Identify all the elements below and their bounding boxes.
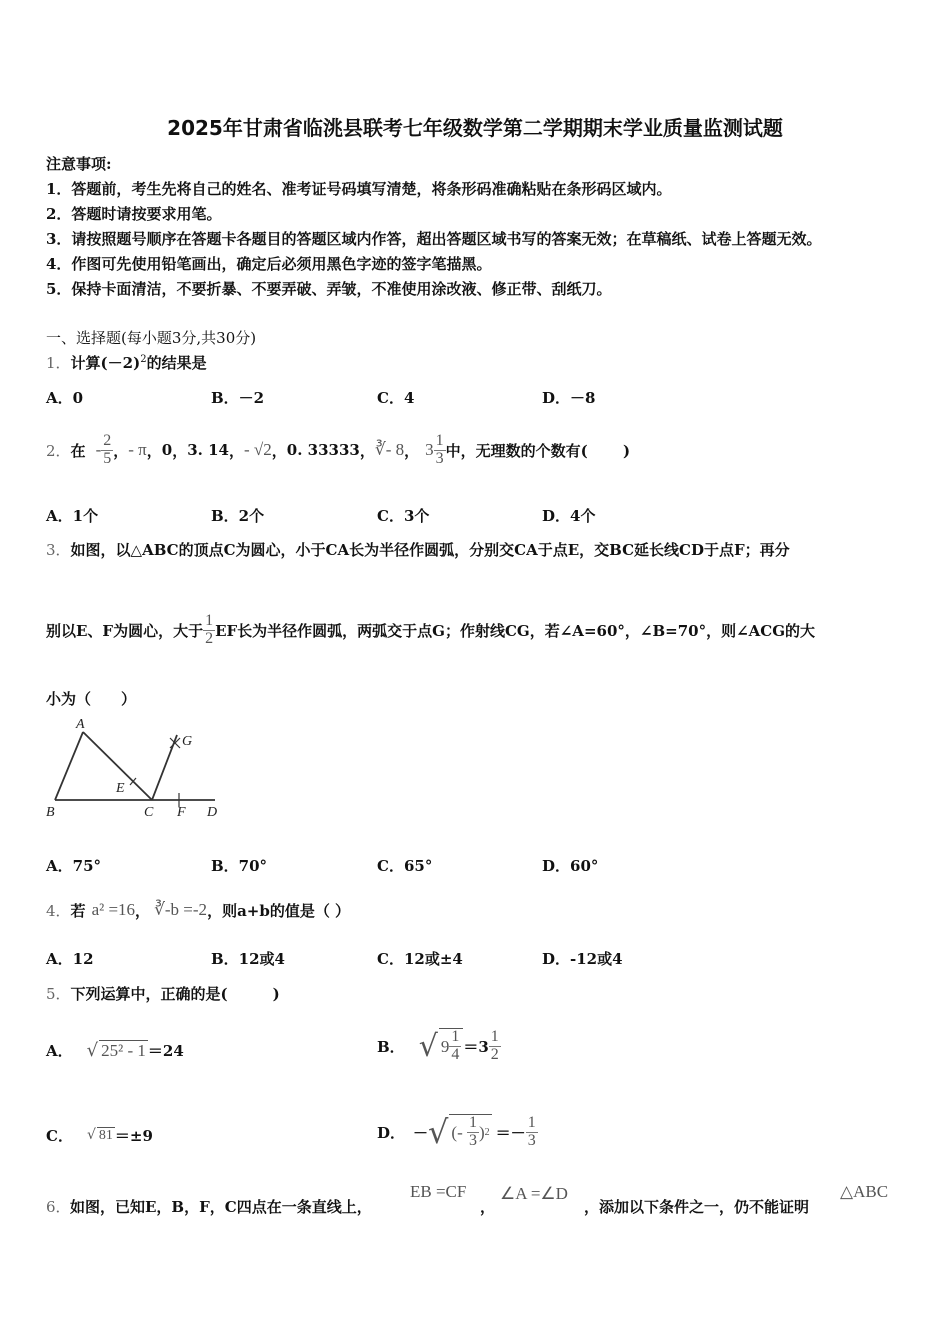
q3-number: 3． xyxy=(46,541,71,559)
q2-mixed-whole: 3 xyxy=(425,440,434,459)
q1-number: 1． xyxy=(46,354,71,372)
q5-b-rden: 2 xyxy=(490,1045,499,1063)
q5-a-label: A． xyxy=(46,1041,73,1060)
q2-comma-5: ， xyxy=(271,441,287,460)
note-item-2: 2．答题时请按要求用笔。 xyxy=(46,205,222,223)
q6-triangle: △ABC xyxy=(840,1182,889,1201)
q2-option-d: D．4个 xyxy=(542,507,596,525)
sqrt-icon: √ xyxy=(86,1039,99,1061)
q5-b-den: 4 xyxy=(451,1046,460,1063)
q1-option-b: B．－2 xyxy=(211,389,265,407)
q5-b-eq: ＝3 xyxy=(463,1037,489,1056)
q2-mixed-fraction xyxy=(434,433,446,468)
notes-heading: 注意事项: xyxy=(46,155,112,173)
q5-d-neg: － xyxy=(413,1123,429,1142)
q3-line3: 小为（ ） xyxy=(46,690,137,708)
q5-c-result: ＝±9 xyxy=(114,1126,153,1145)
label-g: G xyxy=(182,734,193,749)
q5-b-label: B． xyxy=(377,1037,405,1056)
q4-eq1: a² =16 xyxy=(91,900,136,919)
q5-d-eq: ＝－ xyxy=(495,1123,526,1142)
q1-option-d: D．－8 xyxy=(542,389,596,407)
label-e: E xyxy=(116,781,125,796)
q2-option-a: A．1个 xyxy=(46,507,99,525)
q4-post: ，则a+b的值是（ ） xyxy=(207,901,351,920)
q4-option-d: D．-12或4 xyxy=(542,950,623,968)
q5-option-d xyxy=(377,1097,538,1167)
q5-d-radicand: (- $\frac{1}{3}$ ) 2 xyxy=(451,1114,490,1149)
question-3-line-1 xyxy=(46,539,790,560)
q2-neg-sign: - xyxy=(95,440,102,459)
q2-repeating: 0. 33333 xyxy=(286,441,360,459)
q1-option-a: A．0 xyxy=(46,389,84,407)
section-heading: 一、选择题(每小题3分,共30分) xyxy=(46,329,257,347)
q4-number: 4． xyxy=(46,901,71,920)
q2-comma-2: ， xyxy=(146,441,162,460)
q1-sup: 2 xyxy=(140,354,147,365)
q5-d-rnum: 1 xyxy=(527,1113,536,1131)
question-3-line-2 xyxy=(46,600,815,660)
label-a: A xyxy=(76,717,85,732)
q5-a-result: ＝24 xyxy=(147,1041,184,1060)
q6-number: 6． xyxy=(46,1198,71,1216)
label-d: D xyxy=(207,805,218,820)
q6-sep: ， xyxy=(480,1198,496,1216)
q2-frac-num: 2 xyxy=(103,431,112,449)
q5-d-rden: 3 xyxy=(527,1131,536,1149)
q5-b-result-fraction xyxy=(489,1029,501,1064)
note-item-4: 4．作图可先使用铅笔画出，确定后必须用黑色字迹的签字笔描黑。 xyxy=(46,255,492,273)
q4-option-c: C．12或±4 xyxy=(377,950,463,968)
line-ba xyxy=(55,732,83,800)
q2-pi: - π xyxy=(128,440,147,459)
q5-d-result-fraction xyxy=(526,1115,538,1150)
sqrt-icon: √ xyxy=(418,1028,438,1064)
q5-b-rnum: 1 xyxy=(490,1027,499,1045)
q4-sep: ， xyxy=(135,901,151,920)
q5-text: 下列运算中，正确的是( ) xyxy=(70,985,280,1003)
q5-d-label: D． xyxy=(377,1123,406,1142)
q2-comma-6: ， xyxy=(359,441,375,460)
q2-zero: 0 xyxy=(161,441,173,459)
q4-eq2: ∛-b =-2 xyxy=(154,900,208,919)
q3-option-b: B．70° xyxy=(211,857,268,875)
note-item-1: 1．答题前，考生先将自己的姓名、准考证号码填写清楚，将条形码准确粘贴在条形码区域内。 xyxy=(46,180,672,198)
q3-line2b: EF长为半径作圆弧，两弧交于点G；作射线CG，若∠A=60°，∠B=70°，则∠ACG的大 xyxy=(215,621,816,640)
q5-c-label: C． xyxy=(46,1126,73,1145)
q2-number: 2． xyxy=(46,441,71,460)
q3-option-c: C．65° xyxy=(377,857,433,875)
q5-option-b xyxy=(377,1015,501,1077)
q4-option-b: B．12或4 xyxy=(211,950,285,968)
q1-text-b: 的结果是 xyxy=(146,354,207,372)
q2-option-b: B．2个 xyxy=(211,507,265,525)
q5-b-whole: 9 xyxy=(440,1036,450,1056)
q2-mixed-den: 3 xyxy=(435,449,444,467)
q2-post: 中，无理数的个数有( ) xyxy=(445,441,631,460)
question-2 xyxy=(46,420,630,480)
page-title: 2025年甘肃省临洮县联考七年级数学第二学期期末学业质量监测试题 xyxy=(167,116,783,140)
q3-option-d: D．60° xyxy=(542,857,599,875)
q2-comma-7: ， xyxy=(404,441,420,460)
question-5 xyxy=(46,983,280,1004)
q1-text-a: 计算(－2) xyxy=(70,354,141,372)
q2-comma-4: ， xyxy=(228,441,244,460)
q5-d-fraction xyxy=(467,1115,479,1150)
sqrt-icon: √ xyxy=(86,1127,96,1143)
q5-d-den: 3 xyxy=(469,1132,477,1149)
q5-a-radicand: 25² - 1 xyxy=(101,1040,146,1060)
q5-b-radicand xyxy=(439,1028,464,1064)
sqrt-icon: √ xyxy=(428,1113,449,1151)
question-1 xyxy=(46,352,207,373)
q6-post: ，添加以下条件之一，仍不能证明 xyxy=(584,1198,810,1216)
question-4 xyxy=(46,890,350,930)
q5-b-fraction xyxy=(449,1029,461,1064)
q1-option-c: C．4 xyxy=(377,389,415,407)
q2-pre: 在 xyxy=(70,441,86,460)
q2-decimal: 3. 14 xyxy=(187,441,229,459)
q3-figure xyxy=(40,715,230,825)
q3-half-den: 2 xyxy=(205,629,214,647)
q3-line2a: 别以E、F为圆心，大于 xyxy=(46,621,204,640)
q4-option-a: A．12 xyxy=(46,950,94,968)
q2-cbrt: ∛- 8 xyxy=(374,440,405,459)
q5-option-c xyxy=(46,1115,153,1155)
q3-half-num: 1 xyxy=(205,611,214,629)
q5-c-radicand: 81 xyxy=(98,1127,113,1143)
note-item-3: 3．请按照题号顺序在答题卡各题目的答题区域内作答，超出答题区域书写的答案无效；在草稿纸、试卷上答题无效。 xyxy=(46,230,822,248)
q3-half-fraction xyxy=(203,613,215,648)
q6-eq1: EB =CF xyxy=(410,1182,467,1201)
q6-eq2: ∠A =∠D xyxy=(500,1184,568,1203)
q3-option-a: A．75° xyxy=(46,857,102,875)
label-f: F xyxy=(177,805,186,820)
q2-mixed-num: 1 xyxy=(435,431,444,449)
q5-number: 5． xyxy=(46,985,71,1003)
q5-option-a xyxy=(46,1030,184,1070)
q2-fraction xyxy=(101,433,113,468)
q6-pre: 如图，已知E，B，F，C四点在一条直线上， xyxy=(70,1198,372,1216)
q2-frac-den: 5 xyxy=(103,449,112,467)
q2-option-c: C．3个 xyxy=(377,507,430,525)
q2-neg-sqrt2: - √2 xyxy=(244,440,272,459)
q3-line1: 如图，以△ABC的顶点C为圆心，小于CA长为半径作圆弧，分别交CA于点E，交BC延长线CD于点F；再分 xyxy=(70,541,790,559)
label-b: B xyxy=(46,805,55,820)
q2-comma-3: ， xyxy=(172,441,188,460)
q4-pre: 若 xyxy=(70,901,86,920)
q5-b-num: 1 xyxy=(451,1028,460,1046)
q2-comma-1: ， xyxy=(113,441,129,460)
label-c: C xyxy=(144,805,154,820)
q5-d-num: 1 xyxy=(469,1114,477,1132)
note-item-5: 5．保持卡面清洁，不要折暴、不要弄破、弄皱，不准使用涂改液、修正带、刮纸刀。 xyxy=(46,280,612,298)
